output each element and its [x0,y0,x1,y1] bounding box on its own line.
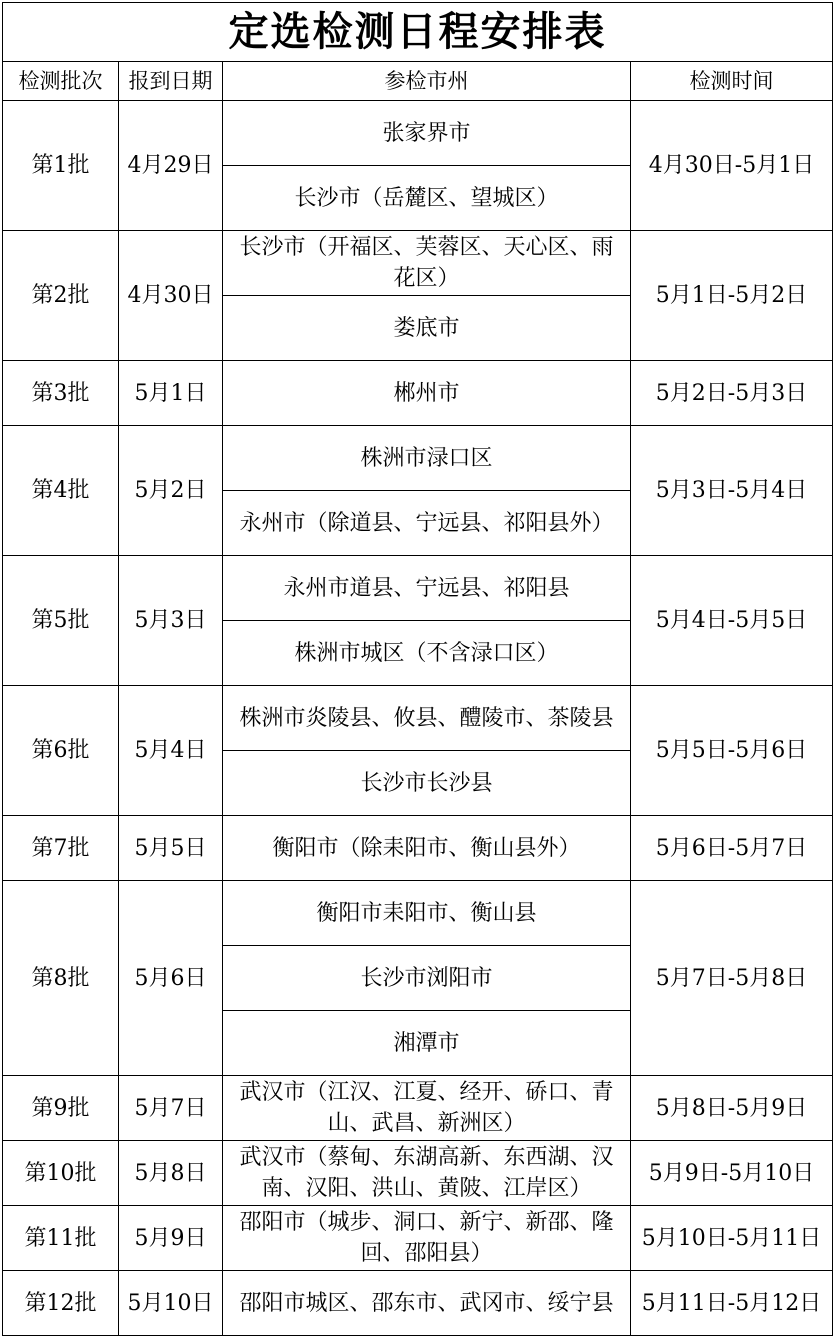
test-time-cell: 5月10日-5月11日 [631,1206,833,1271]
test-time-cell: 5月9日-5月10日 [631,1141,833,1206]
city-cell: 邵阳市（城步、洞口、新宁、新邵、隆回、邵阳县） [223,1206,631,1271]
batch-cell: 第9批 [3,1076,119,1141]
batch-cell: 第7批 [3,816,119,881]
table-row [3,686,833,751]
header-cities: 参检市州 [223,62,631,101]
header-report-date: 报到日期 [119,62,223,101]
report-date-cell: 5月10日 [119,1271,223,1336]
batch-cell: 第8批 [3,881,119,1076]
city-cell: 长沙市（开福区、芙蓉区、天心区、雨花区） [223,231,631,296]
table-row [3,231,833,296]
table-row [3,1076,833,1141]
batch-cell: 第2批 [3,231,119,361]
table-row [3,1141,833,1206]
report-date-cell: 5月2日 [119,426,223,556]
table-row [3,1271,833,1336]
test-time-cell: 5月7日-5月8日 [631,881,833,1076]
city-cell: 张家界市 [223,101,631,166]
report-date-cell: 5月8日 [119,1141,223,1206]
city-cell: 衡阳市耒阳市、衡山县 [223,881,631,946]
city-cell: 永州市（除道县、宁远县、祁阳县外） [223,491,631,556]
header-batch: 检测批次 [3,62,119,101]
city-cell: 长沙市（岳麓区、望城区） [223,166,631,231]
city-cell: 株洲市炎陵县、攸县、醴陵市、茶陵县 [223,686,631,751]
report-date-cell: 5月6日 [119,881,223,1076]
city-cell: 长沙市浏阳市 [223,946,631,1011]
city-cell: 株洲市城区（不含渌口区） [223,621,631,686]
city-cell: 长沙市长沙县 [223,751,631,816]
test-time-cell: 5月2日-5月3日 [631,361,833,426]
test-time-cell: 5月5日-5月6日 [631,686,833,816]
report-date-cell: 5月7日 [119,1076,223,1141]
city-cell: 郴州市 [223,361,631,426]
table-row [3,556,833,621]
city-cell: 永州市道县、宁远县、祁阳县 [223,556,631,621]
test-time-cell: 5月6日-5月7日 [631,816,833,881]
report-date-cell: 4月29日 [119,101,223,231]
batch-cell: 第3批 [3,361,119,426]
city-cell: 娄底市 [223,296,631,361]
report-date-cell: 4月30日 [119,231,223,361]
batch-cell: 第6批 [3,686,119,816]
test-time-cell: 5月11日-5月12日 [631,1271,833,1336]
batch-cell: 第12批 [3,1271,119,1336]
report-date-cell: 5月9日 [119,1206,223,1271]
table-row [3,361,833,426]
test-time-cell: 5月4日-5月5日 [631,556,833,686]
schedule-table [2,2,833,1336]
batch-cell: 第4批 [3,426,119,556]
batch-cell: 第11批 [3,1206,119,1271]
city-cell: 邵阳市城区、邵东市、武冈市、绥宁县 [223,1271,631,1336]
city-cell: 株洲市渌口区 [223,426,631,491]
report-date-cell: 5月5日 [119,816,223,881]
batch-cell: 第1批 [3,101,119,231]
test-time-cell: 5月1日-5月2日 [631,231,833,361]
table-row [3,101,833,166]
city-cell: 武汉市（蔡甸、东湖高新、东西湖、汉南、汉阳、洪山、黄陂、江岸区） [223,1141,631,1206]
table-row [3,881,833,946]
table-row [3,816,833,881]
test-time-cell: 4月30日-5月1日 [631,101,833,231]
test-time-cell: 5月8日-5月9日 [631,1076,833,1141]
batch-cell: 第10批 [3,1141,119,1206]
city-cell: 武汉市（江汉、江夏、经开、硚口、青山、武昌、新洲区） [223,1076,631,1141]
table-row [3,1206,833,1271]
report-date-cell: 5月3日 [119,556,223,686]
city-cell: 湘潭市 [223,1011,631,1076]
report-date-cell: 5月4日 [119,686,223,816]
city-cell: 衡阳市（除耒阳市、衡山县外） [223,816,631,881]
table-row [3,426,833,491]
table-title: 定选检测日程安排表 [3,3,833,62]
test-time-cell: 5月3日-5月4日 [631,426,833,556]
batch-cell: 第5批 [3,556,119,686]
header-test-time: 检测时间 [631,62,833,101]
report-date-cell: 5月1日 [119,361,223,426]
